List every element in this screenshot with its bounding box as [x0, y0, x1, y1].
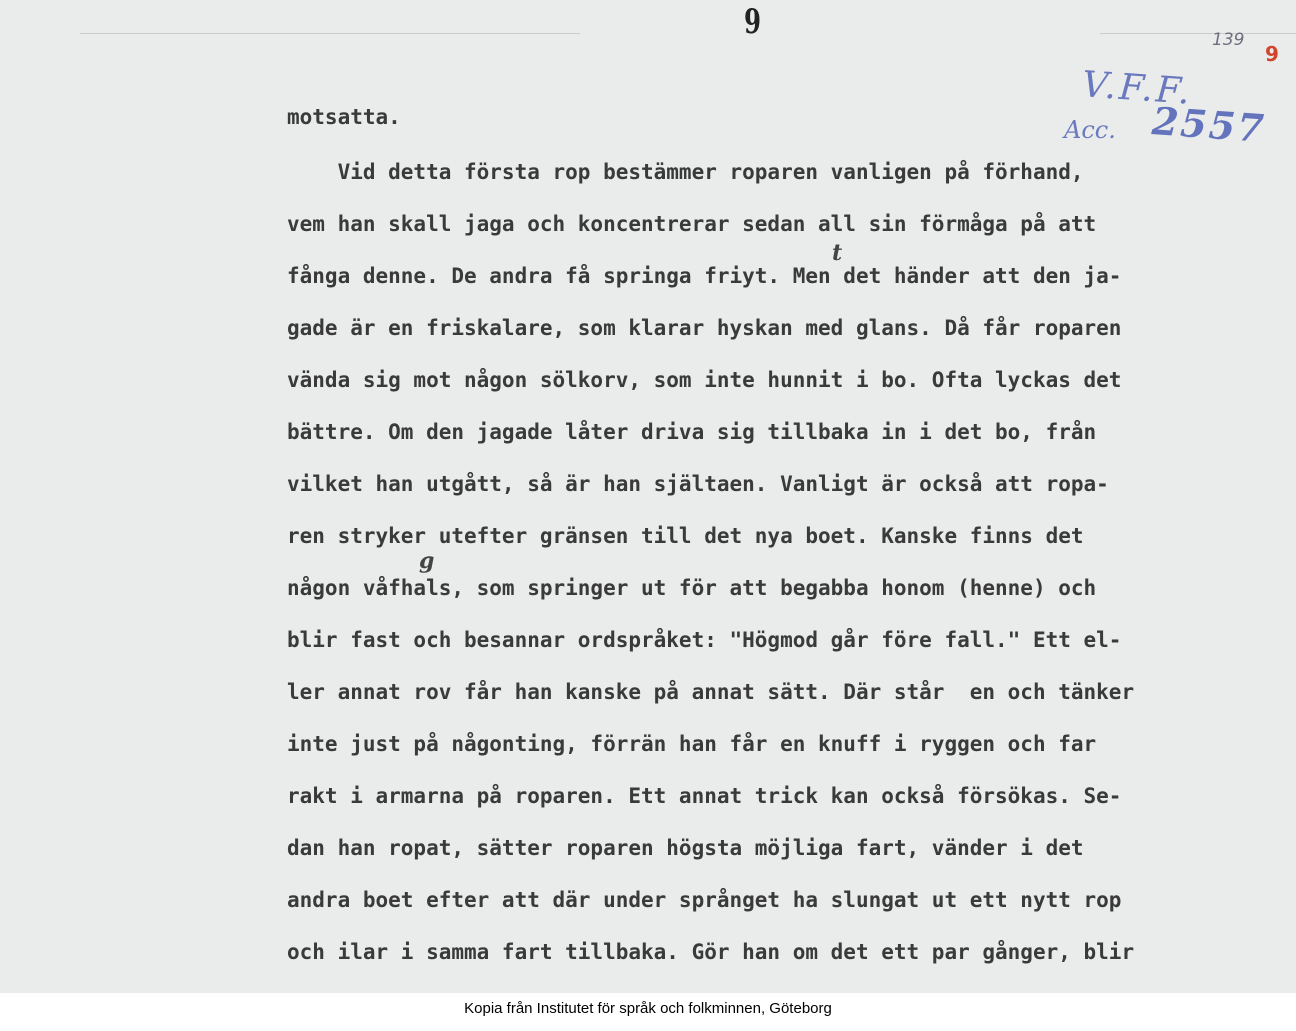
- red-page-number: 9: [1265, 42, 1279, 66]
- page-number: 9: [744, 2, 762, 42]
- text-line: dan han ropat, sätter roparen högsta möjliga fart, vänder i det: [287, 836, 1084, 860]
- text-line: vända sig mot någon sölkorv, som inte hunnit i bo. Ofta lyckas det: [287, 368, 1122, 392]
- stamp-acc-label: Acc.: [1064, 116, 1116, 144]
- text-line: ler annat rov får han kanske på annat sätt. Där står en och tänker: [287, 680, 1135, 704]
- text-line: andra boet efter att där under språnget ha slungat ut ett nytt rop: [287, 888, 1122, 912]
- text-line: gade är en friskalare, som klarar hyskan med glans. Då får roparen: [287, 316, 1122, 340]
- top-rule-right: [1100, 33, 1296, 34]
- handwritten-correction-g: g: [419, 548, 435, 574]
- text-line: vilket han utgått, så är han själtaen. Vanligt är också att ropa-: [287, 472, 1109, 496]
- archive-footer: Kopia från Institutet för språk och folkminnen, Göteborg: [464, 1000, 832, 1017]
- text-line: inte just på någonting, förrän han får en knuff i ryggen och far: [287, 732, 1097, 756]
- text-line: någon våfhals, som springer ut för att begabba honom (henne) och: [287, 576, 1097, 600]
- text-line: ren stryker utefter gränsen till det nya boet. Kanske finns det: [287, 524, 1084, 548]
- handwritten-folio-number: 139: [1212, 30, 1245, 50]
- stamp-archive-initials: V.F.F.: [1080, 64, 1195, 113]
- text-line: fånga denne. De andra få springa friyt. Men det händer att den ja-: [287, 264, 1122, 288]
- top-rule-left: [80, 33, 580, 34]
- handwritten-correction-t: t: [832, 240, 843, 266]
- text-line: motsatta.: [287, 105, 401, 129]
- text-line: vem han skall jaga och koncentrerar sedan all sin förmåga på att: [287, 212, 1097, 236]
- text-line: Vid detta första rop bestämmer roparen vanligen på förhand,: [287, 160, 1084, 184]
- archive-stamp: [1054, 64, 1268, 158]
- text-line: och ilar i samma fart tillbaka. Gör han om det ett par gånger, blir: [287, 940, 1135, 964]
- text-line: bättre. Om den jagade låter driva sig tillbaka in i det bo, från: [287, 420, 1097, 444]
- stamp-accession-number: 2557: [1150, 98, 1268, 151]
- text-line: blir fast och besannar ordspråket: "Högmod går före fall." Ett el-: [287, 628, 1122, 652]
- text-line: rakt i armarna på roparen. Ett annat trick kan också försökas. Se-: [287, 784, 1122, 808]
